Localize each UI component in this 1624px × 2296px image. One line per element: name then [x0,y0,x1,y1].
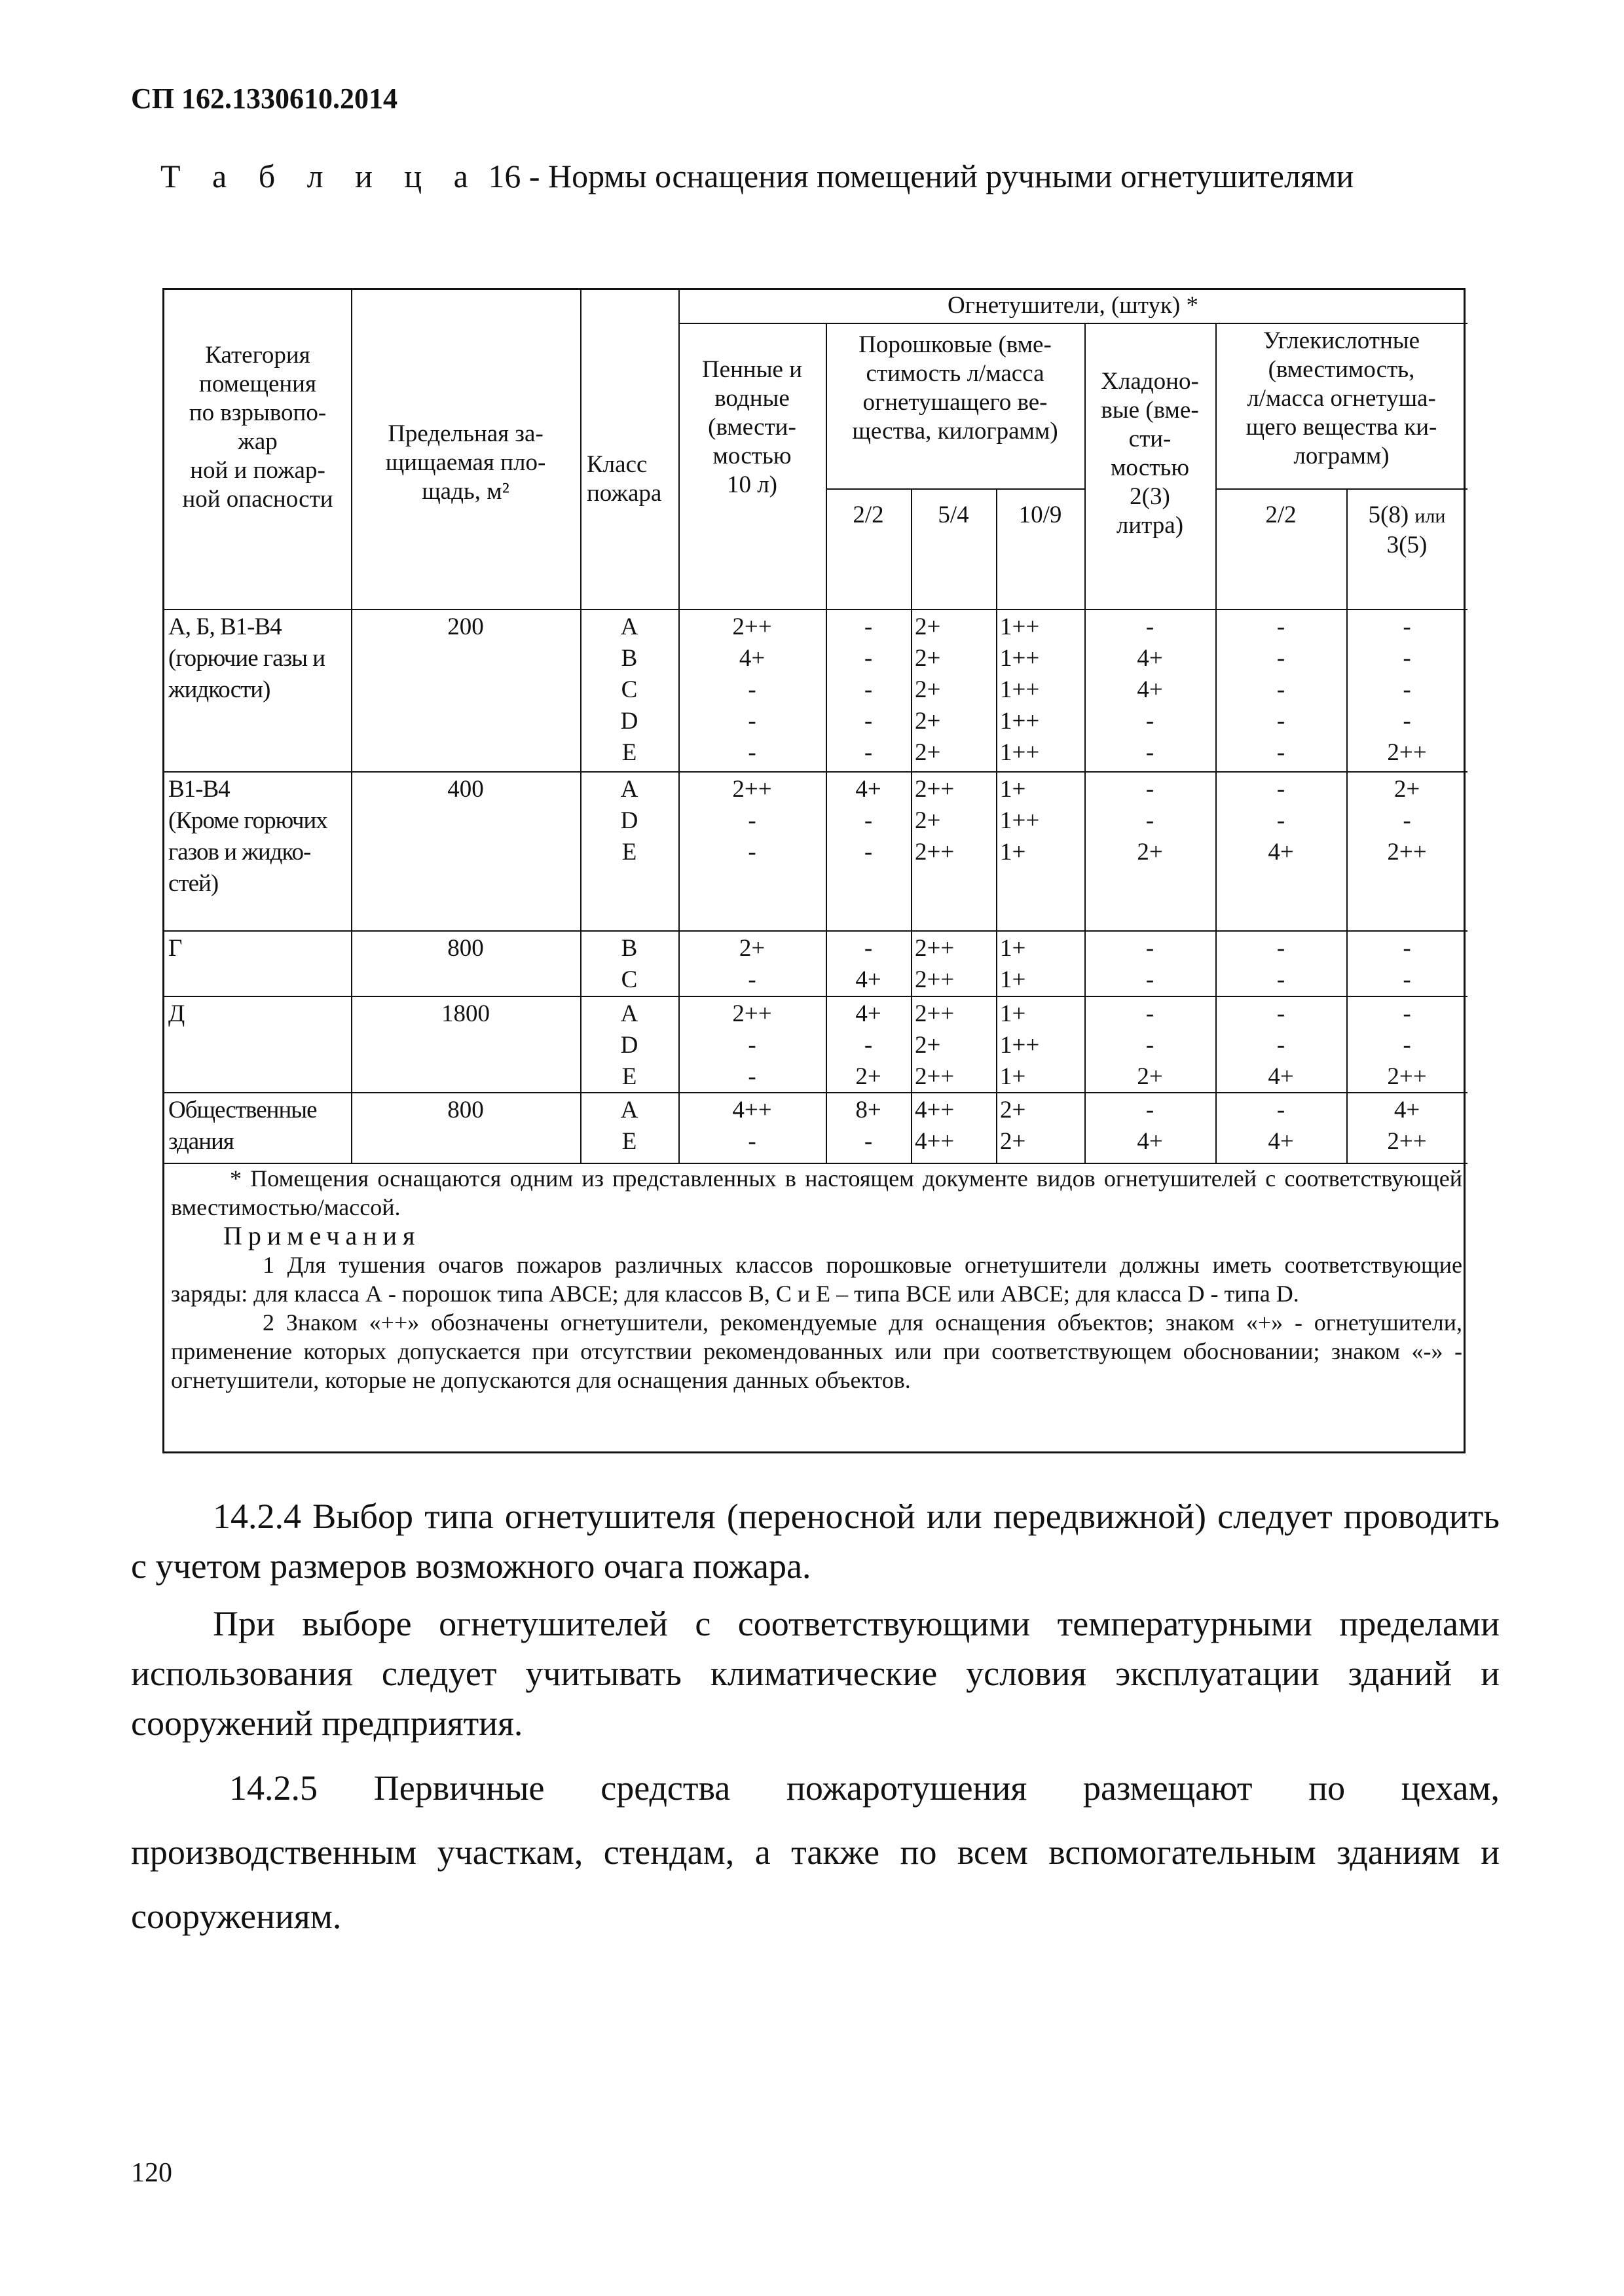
header-area [351,420,580,506]
table-cell: D [620,708,638,735]
group-4-p54-column [915,998,1000,1093]
header-freon-line-6: литра) [1116,512,1184,539]
group-2-classes-column [580,774,678,868]
group-5-category [168,1095,352,1157]
table-cell: 4+ [739,645,766,672]
header-co2-5-8-line-1 [1346,501,1467,531]
group-1-category [168,611,352,706]
table-cell: - [1403,645,1411,672]
paragraph-choice: При выборе огнетушителей с соответствующими температурными пределами использования следует учитывать климатические условия эксплуатации зданий и сооружений предприятия. [131,1604,1500,1743]
group-3-foam-column [678,933,826,996]
table-cell: 2+ [915,807,941,834]
header-co2-5-8-line-2: 3(5) [1386,532,1428,558]
table-cell: C [621,676,638,703]
header-freon-line-5: 2(3) [1130,483,1170,510]
table-cell: 4+ [1393,1097,1420,1123]
header-co2-2-2: 2/2 [1265,501,1297,528]
table-cell: - [1276,613,1285,640]
table-cell: 4+ [1268,1063,1294,1090]
table-cell: 1+ [1000,776,1026,803]
table-cell: - [1276,708,1285,735]
table-cell: 4+ [855,966,881,993]
header-powder-line-3: огнетушащего ве- [862,389,1048,416]
table-cell: 2+ [1393,776,1420,803]
header-foam-line-3: (вмести- [708,414,796,441]
table-cell: 1+ [1000,1000,1026,1027]
table-label: Т а б л и ц а [160,158,480,194]
table-cell: A [620,776,638,803]
header-area-line-2: щищаемая пло- [385,449,546,476]
table-cell: 4+ [1137,645,1163,672]
group-5-foam-column [678,1095,826,1157]
table-cell: 2+ [915,739,941,766]
group-5-co2b-column [1346,1095,1467,1157]
table-cell: - [1145,739,1154,766]
table-cell: - [1145,776,1154,803]
table-cell: 2+ [855,1063,881,1090]
table-title-text: 16 - Нормы оснащения помещений ручными огнетушителями [479,158,1354,194]
col-line-5 [911,488,912,1163]
header-co2-line-4: щего вещества ки- [1246,414,1437,441]
table-cell: - [864,613,873,640]
table-cell: C [621,966,638,993]
table-cell: - [1145,1032,1154,1059]
paragraph-14-2-5: 14.2.5 Первичные средства пожаротушения размещают по цехам, производственным участкам, стендам, а также по всем вспомогательным зданиям и сооружениям. [131,1768,1500,1936]
table-cell: 2++ [732,1000,772,1027]
table-cell: 1+ [1000,1063,1026,1090]
group-1-freon-column [1084,611,1215,769]
table-cell: A [620,613,638,640]
table-cell: 2++ [915,839,955,866]
table-cell: 2+ [915,676,941,703]
header-fire-class-line-2: пожара [587,480,662,507]
header-powder-line-4: щества, килограмм) [852,418,1058,445]
group-5-p54-column [915,1095,1000,1157]
rule-under-header [164,609,1467,610]
table-cell: - [864,676,873,703]
table-cell: - [748,708,756,735]
table-cell: 2++ [915,935,955,962]
header-powder-10-9: 10/9 [1018,501,1062,528]
header-area-line-1: Предельная за- [388,420,544,447]
header-co2-line-5: лограмм) [1293,443,1390,469]
header-freon-line-4: мостью [1111,454,1189,481]
header-powder [826,331,1084,446]
table-cell: 1+ [1000,966,1026,993]
table-cell: - [1145,708,1154,735]
table-cell: - [1276,645,1285,672]
group-1-foam-column [678,611,826,769]
group-3-freon-column [1084,933,1215,996]
header-freon-line-2: вые (вме- [1101,397,1199,424]
rule-group-2 [164,771,1467,773]
header-co2 [1215,327,1467,471]
table-cell: 2++ [915,966,955,993]
table-cell: - [1403,807,1411,834]
header-freon [1084,367,1215,540]
table-cell: 2+ [1000,1097,1026,1123]
group-2-p109-column [1000,774,1088,868]
table-cell: 4+ [1268,1128,1294,1155]
table-cell: 1++ [1000,739,1040,766]
table-cell: 1++ [1000,645,1040,672]
group-2-co2a-column [1215,774,1346,868]
group-4-foam-column [678,998,826,1093]
table-cell: 4++ [915,1128,955,1155]
table-cell: B [621,935,638,962]
header-category-line-4: жар [238,428,278,455]
table-cell: - [864,935,873,962]
table-cell: 4+ [1137,676,1163,703]
group-4-freon-column [1084,998,1215,1093]
notes-heading: Примечания [223,1221,421,1250]
table-cell: - [864,839,873,866]
table-cell: D [620,807,638,834]
group-4-co2a-column [1215,998,1346,1093]
header-foam-line-2: водные [714,385,790,412]
header-powder-2-2: 2/2 [853,501,884,528]
group-1-p109-column [1000,611,1088,769]
table-cell: 4++ [732,1097,772,1123]
table-cell: 2++ [1387,1063,1427,1090]
header-co2-line-1: Углекислотные [1263,327,1420,354]
group-3-co2b-column [1346,933,1467,996]
table-cell: E [621,1063,637,1090]
table-cell: - [748,1063,756,1090]
table-cell: - [1276,676,1285,703]
category-line: Г [168,935,182,962]
group-2-area: 400 [447,776,484,803]
table-cell: 2+ [915,613,941,640]
note-2: 2 Знаком «++» обозначены огнетушители, рекомендуемые для оснащения объектов; знаком «+» - огнетушители, применение которых допускается при отсутствии рекомендованных или при соответствующем обосновании; знаком «-» - огнетушители, которые не допускаются для оснащения данных объектов. [171,1309,1462,1393]
document-code: СП 162.1330610.2014 [131,82,397,115]
body-paragraphs [131,1491,1500,1956]
table-cell: 1++ [1000,807,1040,834]
table-cell: - [864,645,873,672]
group-3-p22-column [826,933,911,996]
table-cell: - [748,839,756,866]
header-foam-line-5: 10 л) [726,471,778,498]
rule-group-3 [164,930,1467,932]
table-cell: 2++ [1387,739,1427,766]
header-fire-class-line-1: Класс [587,451,648,478]
table-cell: 2+ [915,708,941,735]
header-powder-line-1: Порошковые (вме- [858,331,1052,358]
header-category-line-1: Категория [205,342,310,369]
table-cell: - [1403,676,1411,703]
group-5-freon-column [1084,1095,1215,1157]
table-cell: - [1276,739,1285,766]
table-cell: - [1403,966,1411,993]
footnote-asterisk: * Помещения оснащаются одним из представленных в настоящем документе видов огнетушителей с соответствующей вместимостью/массой. [171,1165,1462,1220]
co2-or: или [1414,505,1446,527]
header-co2-5-8 [1346,501,1467,560]
header-category [164,341,351,514]
table-cell: 1++ [1000,676,1040,703]
table-cell: - [864,708,873,735]
rule-under-powder [826,488,1084,490]
table-cell: 1+ [1000,935,1026,962]
table-cell: - [748,676,756,703]
paragraph-14-2-4: 14.2.4 Выбор типа огнетушителя (переносной или передвижной) следует проводить с учетом размеров возможного очага пожара. [131,1497,1500,1586]
table-cell: 2++ [1387,1128,1427,1155]
header-foam [678,355,826,500]
table-cell: 2+ [915,645,941,672]
group-2-category [168,774,352,900]
group-4-p22-column [826,998,911,1093]
category-line: стей) [168,870,219,897]
table-cell: A [620,1097,638,1123]
table-cell: - [748,1128,756,1155]
header-foam-line-4: мостью [712,443,792,469]
table-cell: - [1403,708,1411,735]
group-5-area: 800 [447,1097,484,1123]
table-cell: - [1403,613,1411,640]
group-1-area: 200 [447,613,484,640]
header-foam-line-1: Пенные и [701,356,803,383]
co2-volume-a: 5(8) [1368,501,1409,528]
header-category-line-2: помещения [199,371,316,397]
header-category-line-3: по взрывопо- [189,399,327,426]
table-cell: 1++ [1000,613,1040,640]
table-cell: E [621,739,637,766]
table-cell: 1++ [1000,708,1040,735]
group-1-co2b-column [1346,611,1467,769]
category-line: газов и жидко- [168,839,311,866]
group-3-p109-column [1000,933,1088,996]
header-category-line-5: ной и пожар- [190,457,325,484]
group-2-freon-column [1084,774,1215,868]
category-line: Д [168,1000,185,1027]
table-cell: 2+ [1137,1063,1163,1090]
note-1: 1 Для тушения очагов пожаров различных классов порошковые огнетушители должны иметь соответствующие заряды: для класса А - порошок типа АВСЕ; для классов В, С и Е – типа ВСЕ или АВСЕ; для класса D - типа D. [171,1252,1462,1307]
group-4-co2b-column [1346,998,1467,1093]
table-cell: 2++ [732,613,772,640]
header-area-line-3: щадь, м² [422,478,509,505]
table-cell: - [748,1032,756,1059]
table-cell: - [1276,807,1285,834]
table-cell: - [1276,1097,1285,1123]
table-cell: - [748,739,756,766]
table-cell: 1++ [1000,1032,1040,1059]
table-cell: 2++ [915,776,955,803]
table-cell: 2+ [739,935,766,962]
table-cell: A [620,1000,638,1027]
table-cell: 2+ [1000,1128,1026,1155]
header-freon-line-3: сти- [1128,426,1172,452]
table-cell: - [748,966,756,993]
header-fire-class [580,450,678,508]
table-cell: - [1276,776,1285,803]
table-cell: - [864,1032,873,1059]
category-line: А, Б, В1-В4 [168,613,282,640]
table-cell: - [864,807,873,834]
group-2-co2b-column [1346,774,1467,868]
group-4-p109-column [1000,998,1088,1093]
table-cell: 4+ [855,1000,881,1027]
header-freon-line-1: Хладоно- [1101,368,1199,395]
group-3-co2a-column [1215,933,1346,996]
table-cell: - [1145,966,1154,993]
table-cell: 2++ [1387,839,1427,866]
table-cell: 2+ [1137,839,1163,866]
table-cell: - [1403,1000,1411,1027]
table-cell: - [1403,935,1411,962]
table-cell: 8+ [855,1097,881,1123]
table-cell: 4+ [855,776,881,803]
table-cell: E [621,839,637,866]
table-cell: - [1403,1032,1411,1059]
group-5-co2a-column [1215,1095,1346,1157]
category-line: (Кроме горючих [168,807,327,834]
table-cell: - [1145,807,1154,834]
table-cell: E [621,1128,637,1155]
group-3-area: 800 [447,935,484,962]
table-cell: - [1276,1000,1285,1027]
table-cell: - [1276,1032,1285,1059]
category-line: Общественные [168,1097,317,1123]
header-powder-line-2: стимость л/масса [866,360,1044,387]
table-cell: B [621,645,638,672]
group-2-foam-column [678,774,826,868]
group-5-p109-column [1000,1095,1088,1157]
group-5-p22-column [826,1095,911,1157]
page-number: 120 [131,2158,172,2188]
group-1-classes-column [580,611,678,769]
table-cell: 4+ [1137,1128,1163,1155]
group-4-area: 1800 [441,1000,490,1027]
group-5-classes-column [580,1095,678,1157]
group-4-classes-column [580,998,678,1093]
group-3-category [168,933,352,964]
rule-under-co2 [1215,488,1467,490]
table-cell: 2++ [732,776,772,803]
group-3-p54-column [915,933,1000,996]
table-cell: - [1145,613,1154,640]
table-cell: D [620,1032,638,1059]
group-1-p22-column [826,611,911,769]
header-co2-line-3: л/масса огнетуша- [1247,385,1436,412]
category-line: (горючие газы и [168,645,325,672]
category-line: жидкости) [168,676,270,703]
table-cell: 2+ [915,1032,941,1059]
rule-group-4 [164,996,1467,997]
table-cell: - [864,739,873,766]
category-line: здания [168,1128,234,1155]
table-cell: 2++ [915,1063,955,1090]
table-cell: 2++ [915,1000,955,1027]
table-cell: - [1276,966,1285,993]
group-1-co2a-column [1215,611,1346,769]
table-notes [164,1164,1467,1453]
header-extinguishers: Огнетушители, (штук) * [948,292,1198,319]
group-2-p54-column [915,774,1000,868]
table-title [160,157,1354,195]
category-line: В1-В4 [168,776,230,803]
table-cell: 4++ [915,1097,955,1123]
table-cell: - [748,807,756,834]
table-cell: - [1145,1097,1154,1123]
extinguisher-norms-table [162,288,1466,1453]
group-1-p54-column [915,611,1000,769]
header-co2-line-2: (вместимость, [1268,356,1415,383]
table-cell: - [864,1128,873,1155]
table-cell: - [1145,1000,1154,1027]
header-powder-5-4: 5/4 [938,501,969,528]
rule-under-extinguishers [678,323,1467,324]
table-cell: 1+ [1000,839,1026,866]
table-cell: 4+ [1268,839,1294,866]
group-2-p22-column [826,774,911,868]
header-category-line-6: ной опасности [182,486,333,513]
table-cell: - [1145,935,1154,962]
table-cell: - [1276,935,1285,962]
group-3-classes-column [580,933,678,996]
group-4-category [168,998,352,1030]
